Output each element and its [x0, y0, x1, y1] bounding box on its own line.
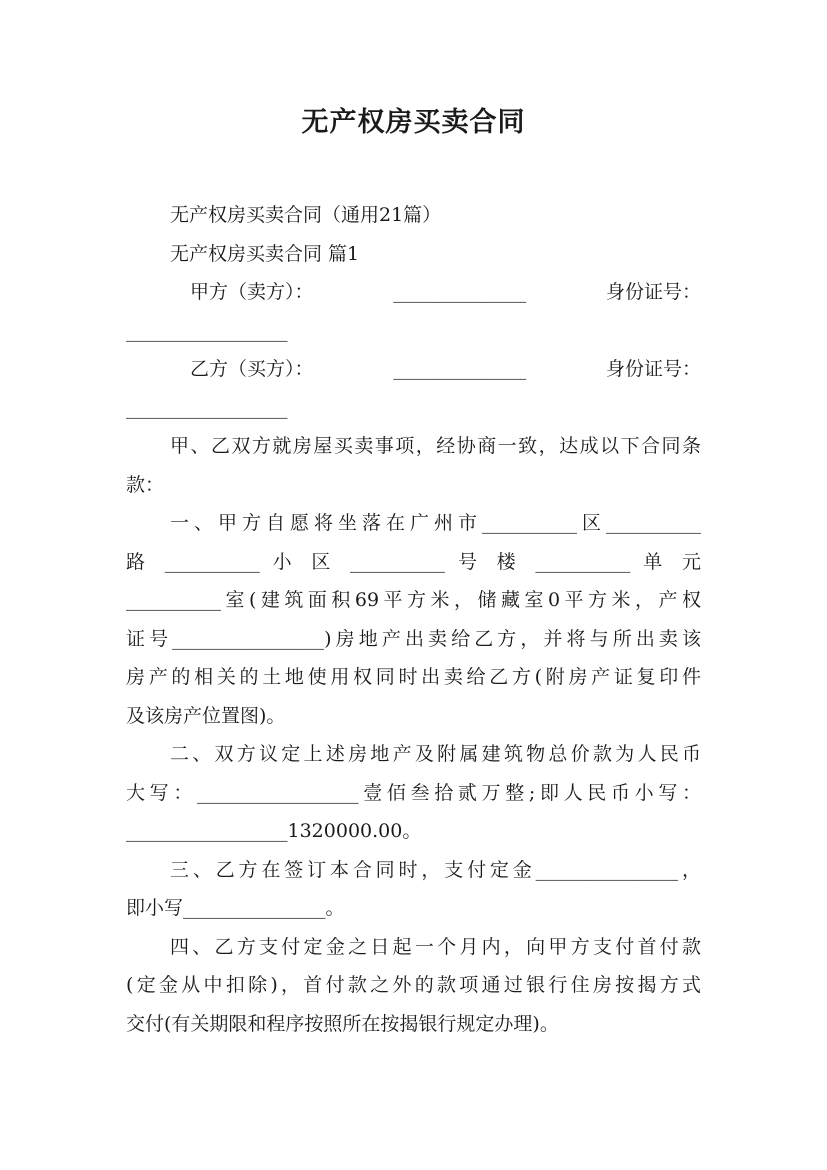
- party-b-id-blank: _________________: [126, 396, 288, 419]
- party-b-line: [190, 350, 701, 389]
- party-b-label: 乙方（买方）：: [190, 358, 314, 380]
- clause-4-line-2: (定金从中扣除)，首付款之外的款项通过银行住房按揭方式: [126, 974, 701, 996]
- party-a-id-label: 身份证号：: [605, 281, 701, 303]
- clause-1-line-2: 路 __________ 小 区 __________ 号 楼 __________ 单 元: [126, 550, 701, 573]
- section-heading: 无产权房买卖合同 篇1: [170, 242, 360, 265]
- clause-1-line-5: 房产的相关的土地使用权同时出卖给乙方(附房产证复印件: [126, 666, 701, 688]
- document-body: [126, 196, 701, 1043]
- document-title: 无产权房买卖合同: [301, 107, 526, 138]
- clause-4-line-1: 四、乙方支付定金之日起一个月内，向甲方支付首付款: [170, 935, 701, 958]
- clause-4-line-3: 交付(有关期限和程序按照所在按揭银行规定办理)。: [126, 1012, 559, 1035]
- subtitle: 无产权房买卖合同（通用21篇）: [170, 204, 442, 226]
- clause-2-line-1: 二、双方议定上述房地产及附属建筑物总价款为人民币: [170, 743, 701, 765]
- clause-1-line-4: 证号________________)房地产出卖给乙方，并将与所出卖该: [126, 627, 701, 650]
- clause-2-line-2: 大写：_________________壹佰叁拾贰万整;即人民币小写：: [126, 781, 701, 804]
- clause-3-line-1: 三、乙方在签订本合同时，支付定金_______________，: [170, 858, 701, 881]
- party-a-blank: ______________: [393, 281, 527, 303]
- party-a-line: [190, 273, 701, 312]
- clause-3-line-2: 即小写_______________。: [126, 897, 345, 919]
- intro-paragraph: 甲、乙双方就房屋买卖事项，经协商一致，达成以下合同条款：: [126, 435, 701, 496]
- clause-2-line-3: _________________1320000.00。: [126, 820, 422, 842]
- clause-1-line-6: 及该房产位置图)。: [126, 704, 286, 727]
- party-a-label: 甲方（卖方）：: [190, 281, 314, 303]
- party-b-id-label: 身份证号：: [605, 358, 701, 380]
- party-a-id-blank: _________________: [126, 319, 288, 342]
- clause-1-line-3: __________室(建筑面积69平方米，储藏室0平方米，产权: [126, 589, 701, 611]
- clause-1-line-1: 一、甲方自愿将坐落在广州市__________区__________: [170, 512, 701, 534]
- party-b-blank: ______________: [393, 358, 527, 380]
